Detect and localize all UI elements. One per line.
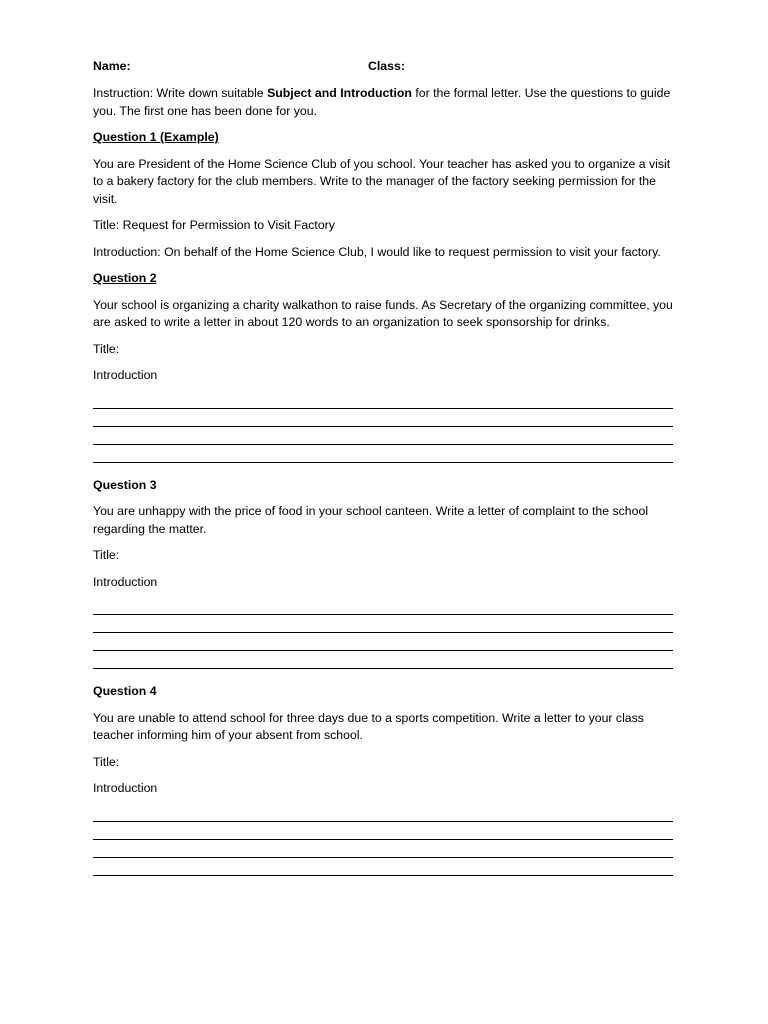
q4-answer-lines[interactable] <box>93 804 675 876</box>
instruction <box>93 85 675 120</box>
q3-intro-label: Introduction <box>93 574 158 589</box>
q4-prompt: You are unable to attend school for three days due to a sports competition. Write a letter to your class teacher informing him of your absent from school. <box>93 710 644 742</box>
answer-line[interactable] <box>93 409 673 427</box>
answer-line[interactable] <box>93 597 673 615</box>
q3-prompt: You are unhappy with the price of food in your school canteen. Write a letter of complaint to the school regarding the matter. <box>93 504 649 536</box>
answer-line[interactable] <box>93 427 673 445</box>
answer-line[interactable] <box>93 840 673 858</box>
instruction-suffix: for the formal letter. Use the questions to guide you. The first one has been done for you. <box>93 86 671 118</box>
q2-intro-label: Introduction <box>93 368 158 382</box>
q4-intro-label: Introduction <box>93 781 158 795</box>
q3-title-label: Title: <box>93 548 120 562</box>
q4-title-label: Title: <box>93 754 120 769</box>
class-label: Class: <box>368 59 405 73</box>
header-row <box>93 58 675 76</box>
answer-line[interactable] <box>93 391 673 409</box>
q1-title: Title: Request for Permission to Visit Factory <box>93 218 335 232</box>
instruction-subject: Subject <box>267 86 312 100</box>
answer-line[interactable] <box>93 804 673 822</box>
q2-answer-lines[interactable] <box>93 391 675 463</box>
answer-line[interactable] <box>93 651 673 669</box>
q3-answer-lines[interactable] <box>93 597 675 669</box>
answer-line[interactable] <box>93 615 673 633</box>
name-label: Name: <box>93 59 131 73</box>
q3-heading: Question 3 <box>93 477 157 492</box>
worksheet <box>93 58 675 876</box>
q1-prompt: You are President of the Home Science Club of you school. Your teacher has asked you to organize a visit to a bakery factory for the club members. Write to the manager of the factory seeking permission for the visit. <box>93 156 671 206</box>
q2-prompt: Your school is organizing a charity walkathon to raise funds. As Secretary of the organizing committee, you are asked to write a letter in about 120 words to an organization to seek sponsorship for drinks. <box>93 297 673 329</box>
answer-line[interactable] <box>93 633 673 651</box>
answer-line[interactable] <box>93 445 673 463</box>
q1-heading: Question 1 (Example) <box>93 130 219 144</box>
q2-heading: Question 2 <box>93 271 157 285</box>
answer-line[interactable] <box>93 858 673 876</box>
instruction-prefix: Instruction: Write down suitable <box>93 86 268 100</box>
q4-heading: Question 4 <box>93 684 157 698</box>
answer-line[interactable] <box>93 822 673 840</box>
q1-introduction: Introduction: On behalf of the Home Science Club, I would like to request permission to visit your factory. <box>93 244 661 259</box>
q2-title-label: Title: <box>93 341 120 356</box>
instruction-and: and <box>311 86 341 100</box>
instruction-introduction: Introduction <box>340 86 412 100</box>
